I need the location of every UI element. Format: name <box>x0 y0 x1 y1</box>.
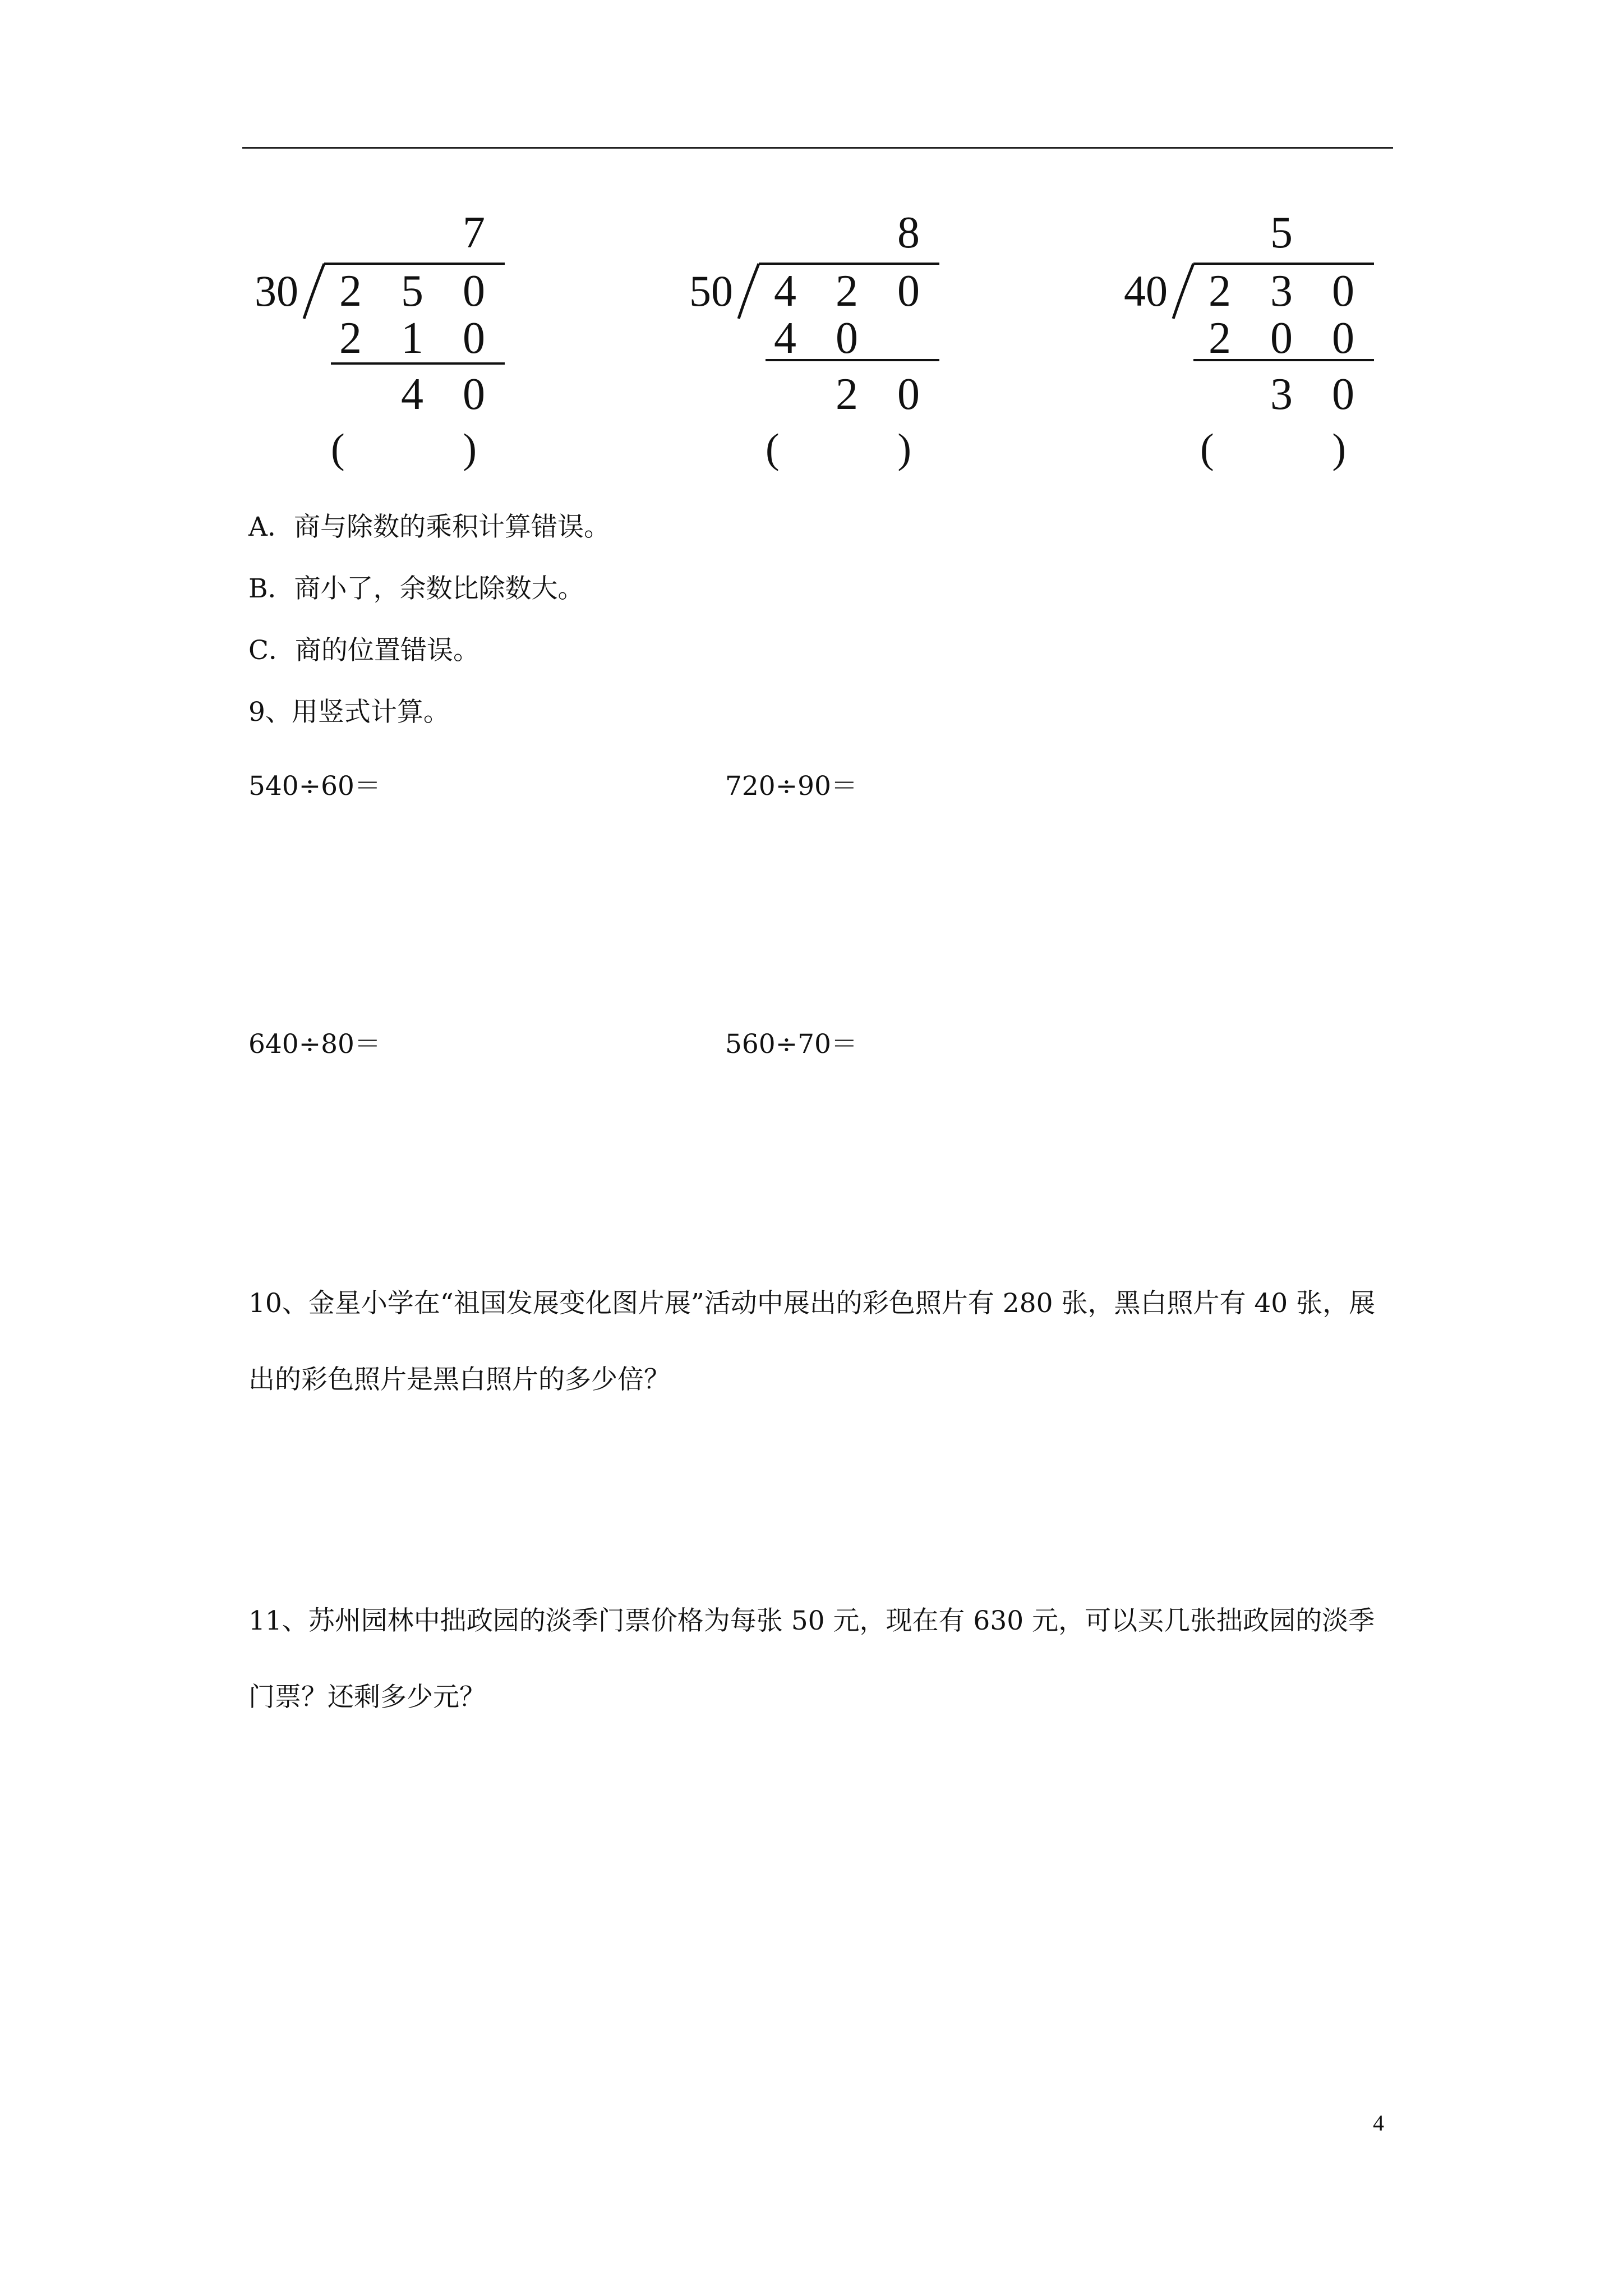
dividend-digit: 0 <box>897 266 920 316</box>
remainder-digit: 0 <box>1332 370 1354 419</box>
open-paren: ( <box>1200 426 1214 472</box>
option-b: B．商小了，余数比除数大。 <box>248 573 584 604</box>
answer-blank[interactable] <box>766 424 911 474</box>
dividend-digit: 3 <box>1270 266 1293 316</box>
question-11: 11、苏州园林中拙政园的淡季门票价格为每张 50 元，现在有 630 元，可以买几张拙政园的淡季门票？还剩多少元？ <box>248 1605 1375 1713</box>
dividend-digit: 5 <box>401 266 423 316</box>
close-paren: ) <box>897 426 911 472</box>
divisor: 50 <box>689 266 733 315</box>
question-10: 10、金星小学在“祖国发展变化图片展”活动中展出的彩色照片有 280 张，黑白照片有 40 张，展出的彩色照片是黑白照片的多少倍？ <box>248 1288 1376 1395</box>
quotient-digit: 8 <box>897 208 920 257</box>
divisor: 40 <box>1124 266 1168 315</box>
option-c: C．商的位置错误。 <box>248 635 479 666</box>
calc-item: 560÷70＝ <box>725 1029 857 1060</box>
page-number: 4 <box>1373 2110 1384 2136</box>
calc-item: 720÷90＝ <box>725 771 857 802</box>
product-digit: 1 <box>401 314 423 363</box>
product-digit: 2 <box>1209 314 1231 363</box>
product-digit: 4 <box>774 314 796 363</box>
product-digit: 0 <box>1270 314 1293 363</box>
open-paren: ( <box>766 426 780 472</box>
division-example-3 <box>1116 208 1380 477</box>
open-paren: ( <box>331 426 345 472</box>
remainder-digit: 0 <box>897 370 920 419</box>
dividend-digit: 2 <box>836 266 858 316</box>
dividend-digit: 2 <box>1209 266 1231 316</box>
remainder-digit: 2 <box>836 370 858 419</box>
product-digit: 2 <box>339 314 362 363</box>
product-digit: 0 <box>1332 314 1354 363</box>
question-9-title: 9、用竖式计算。 <box>248 697 450 728</box>
remainder-digit: 0 <box>463 370 485 419</box>
remainder-digit: 4 <box>401 370 423 419</box>
divisor: 30 <box>255 266 298 315</box>
quotient-digit: 7 <box>463 208 485 257</box>
division-example-1 <box>247 208 510 477</box>
remainder-digit: 3 <box>1270 370 1293 419</box>
header-rule <box>242 147 1393 149</box>
product-digit: 0 <box>836 314 858 363</box>
product-digit: 0 <box>463 314 485 363</box>
dividend-digit: 4 <box>774 266 796 316</box>
dividend-digit: 2 <box>339 266 362 316</box>
dividend-digit: 0 <box>463 266 485 316</box>
option-a: A．商与除数的乘积计算错误。 <box>248 512 610 542</box>
dividend-digit: 0 <box>1332 266 1354 316</box>
close-paren: ) <box>463 426 477 472</box>
answer-blank[interactable] <box>331 424 477 474</box>
answer-blank[interactable] <box>1200 424 1346 474</box>
quotient-digit: 5 <box>1270 208 1293 257</box>
division-example-2 <box>681 208 945 477</box>
calc-item: 640÷80＝ <box>248 1029 381 1060</box>
close-paren: ) <box>1332 426 1346 472</box>
calc-item: 540÷60＝ <box>248 771 381 802</box>
